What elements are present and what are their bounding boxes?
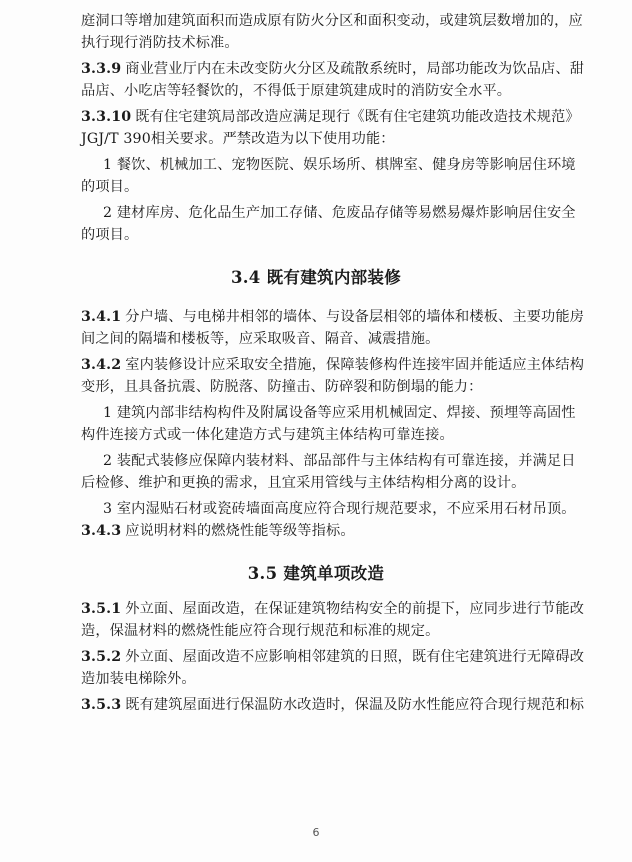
clause-text: 分户墙、与电梯井相邻的墙体、与设备层相邻的墙体和楼板、主要功能房 [125, 309, 585, 325]
list-item: 1 餐饮、机械加工、宠物医院、娱乐场所、棋牌室、健身房等影响居住环境 [103, 157, 576, 173]
clause-text: 外立面、屋面改造，在保证建筑物结构安全的前提下，应同步进行节能改 [125, 601, 585, 617]
clause-text: 外立面、屋面改造不应影响相邻建筑的日照，既有住宅建筑进行无障碍改 [125, 649, 585, 665]
clause-3-3-10 [81, 106, 580, 128]
text-line: 造，保温材料的燃烧性能应符合现行规范和标准的规定。 [81, 623, 440, 639]
text-line: 的项目。 [81, 227, 139, 243]
text-line: 后检修、维护和更换的需求，且宜采用管线与主体结构相分离的设计。 [81, 475, 526, 491]
clause-number: 3.4.2 [81, 357, 122, 373]
text-line: 变形，且具备抗震、防脱落、防撞击、防碎裂和防倒塌的能力： [81, 379, 483, 395]
clause-text: 室内装修设计应采取安全措施，保障装修构件连接牢固并能适应主体结构 [125, 357, 585, 373]
clause-number: 3.5.2 [81, 649, 122, 665]
clause-number: 3.4.1 [81, 309, 122, 325]
list-item: 1 建筑内部非结构构件及附属设备等应采用机械固定、焊接、预埋等高固性 [103, 405, 576, 421]
clause-text: 既有住宅建筑局部改造应满足现行《既有住宅建筑功能改造技术规范》 [135, 109, 580, 125]
list-item: 2 建材库房、危化品生产加工存储、危废品存储等易燃易爆炸影响居住安全 [103, 205, 576, 221]
text-line: JGJ/T 390相关要求。严禁改造为以下使用功能： [81, 131, 395, 147]
clause-3-4-2 [81, 354, 585, 376]
text-line: 执行现行消防技术标准。 [81, 35, 239, 51]
clause-number: 3.5.3 [81, 697, 122, 713]
list-item: 2 装配式装修应保障内装材料、部品部件与主体结构有可靠连接，并满足日 [103, 453, 576, 469]
text-line: 品店、小吃店等轻餐饮的，不得低于原建筑建成时的消防安全水平。 [81, 83, 512, 99]
text-line: 的项目。 [81, 179, 139, 195]
clause-text: 应说明材料的燃烧性能等级等指标。 [125, 523, 355, 539]
clause-3-4-1 [81, 306, 585, 328]
section-heading-3-4: 3.4 既有建筑内部装修 [230, 268, 402, 287]
text-line: 构件连接方式或一体化建造方式与建筑主体结构可靠连接。 [81, 427, 454, 443]
clause-3-5-2 [81, 646, 585, 668]
clause-number: 3.4.3 [81, 523, 122, 539]
clause-text: 既有建筑屋面进行保温防水改造时，保温及防水性能应符合现行规范和标 [125, 697, 585, 713]
list-item: 3 室内湿贴石材或瓷砖墙面高度应符合现行规范要求，不应采用石材吊顶。 [103, 501, 576, 517]
clause-text: 商业营业厅内在未改变防火分区及疏散系统时，局部功能改为饮品店、甜 [125, 61, 585, 77]
section-heading-3-5: 3.5 建筑单项改造 [247, 564, 385, 583]
document-body [81, 10, 585, 716]
text-line: 间之间的隔墙和楼板等，应采取吸音、隔音、减震措施。 [81, 331, 440, 347]
text-line: 造加装电梯除外。 [81, 671, 196, 687]
clause-3-5-1 [81, 598, 585, 620]
clause-3-5-3 [81, 694, 585, 716]
clause-number: 3.3.9 [81, 61, 122, 77]
text-line: 庭洞口等增加建筑面积而造成原有防火分区和面积变动，或建筑层数增加的，应 [81, 13, 583, 29]
clause-3-3-9 [81, 58, 585, 80]
clause-3-4-3 [81, 520, 551, 542]
clause-number: 3.5.1 [81, 601, 122, 617]
clause-number: 3.3.10 [81, 109, 132, 125]
page-number: 6 [312, 826, 320, 839]
